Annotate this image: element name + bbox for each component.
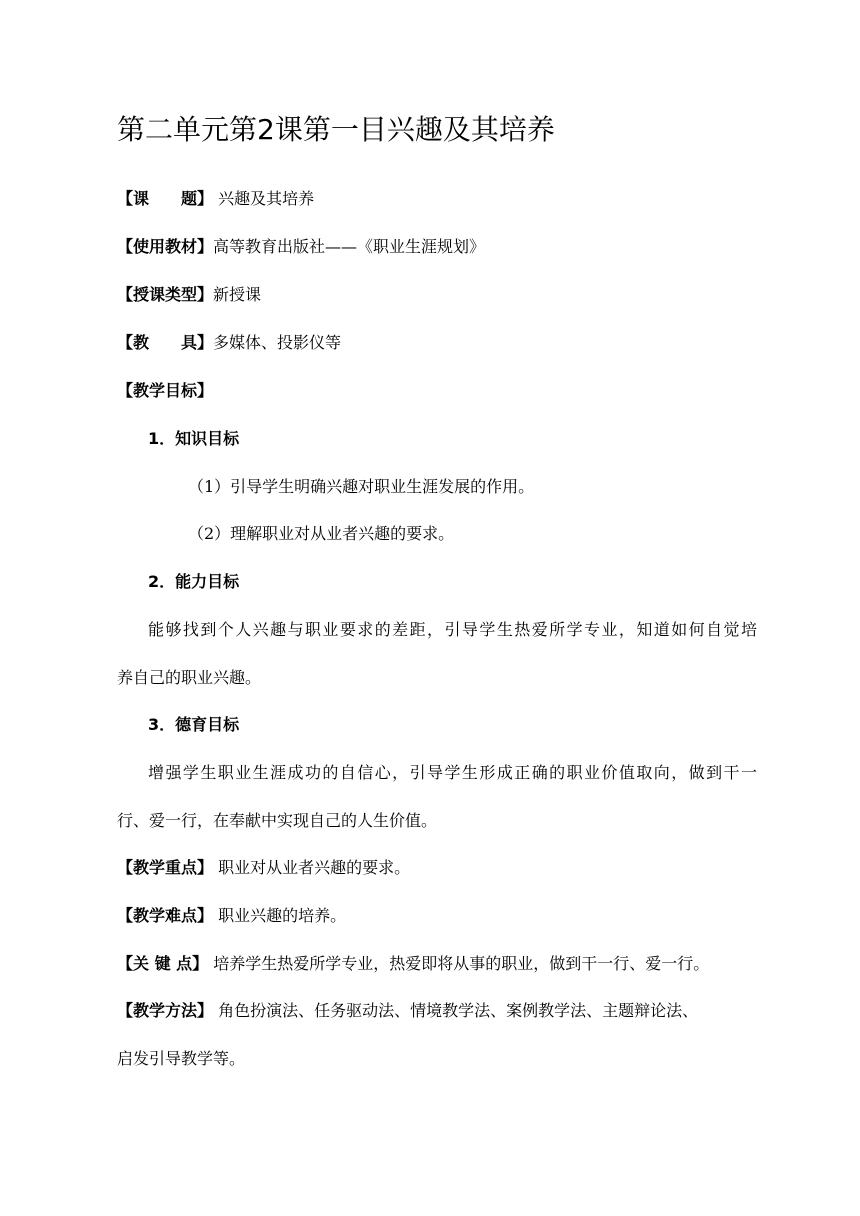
difficulty-value: 职业兴趣的培养。 bbox=[213, 906, 347, 925]
document-title: 第二单元第2课第一目兴趣及其培养 bbox=[117, 113, 555, 146]
lesson-type-row bbox=[117, 284, 261, 306]
ability-text-line: 养自己的职业兴趣。 bbox=[117, 668, 262, 687]
textbook-value: 高等教育出版社——《职业生涯规划》 bbox=[213, 237, 486, 256]
ability-heading: 2．能力目标 bbox=[148, 572, 240, 591]
crux-label: 【关 键 点】 bbox=[117, 954, 209, 973]
knowledge-item: （2）理解职业对从业者兴趣的要求。 bbox=[188, 524, 455, 543]
lesson-type-label: 【授课类型】 bbox=[117, 285, 214, 304]
methods-row bbox=[117, 1000, 698, 1022]
moral-heading: 3．德育目标 bbox=[148, 715, 240, 734]
knowledge-item: （1）引导学生明确兴趣对职业生涯发展的作用。 bbox=[188, 477, 535, 496]
ability-text-line: 能够找到个人兴趣与职业要求的差距，引导学生热爱所学专业，知道如何自觉培 bbox=[148, 620, 757, 639]
methods-continuation: 启发引导教学等。 bbox=[117, 1049, 246, 1068]
methods-label: 【教学方法】 bbox=[117, 1001, 214, 1020]
key-point-row bbox=[117, 857, 410, 879]
objectives-heading: 【教学目标】 bbox=[117, 381, 214, 400]
lesson-type-value: 新授课 bbox=[213, 285, 262, 304]
topic-row bbox=[117, 188, 314, 210]
topic-value: 兴趣及其培养 bbox=[213, 189, 315, 208]
methods-value: 角色扮演法、任务驱动法、情境教学法、案例教学法、主题辩论法、 bbox=[213, 1001, 699, 1020]
difficulty-label: 【教学难点】 bbox=[117, 906, 214, 925]
textbook-row bbox=[117, 236, 485, 258]
difficulty-row bbox=[117, 905, 346, 927]
topic-label: 【课 题】 bbox=[117, 189, 214, 208]
key-point-value: 职业对从业者兴趣的要求。 bbox=[213, 858, 411, 877]
tools-row bbox=[117, 332, 341, 354]
crux-row bbox=[117, 953, 709, 975]
moral-text-line: 行、爱一行，在奉献中实现自己的人生价值。 bbox=[117, 811, 438, 830]
knowledge-heading: 1．知识目标 bbox=[148, 429, 240, 448]
key-point-label: 【教学重点】 bbox=[117, 858, 214, 877]
tools-label: 【教 具】 bbox=[117, 333, 214, 352]
tools-value: 多媒体、投影仪等 bbox=[213, 333, 342, 352]
crux-value: 培养学生热爱所学专业，热爱即将从事的职业，做到干一行、爱一行。 bbox=[208, 954, 710, 973]
textbook-label: 【使用教材】 bbox=[117, 237, 214, 256]
moral-text-line: 增强学生职业生涯成功的自信心，引导学生形成正确的职业价值取向，做到干一 bbox=[148, 763, 757, 782]
